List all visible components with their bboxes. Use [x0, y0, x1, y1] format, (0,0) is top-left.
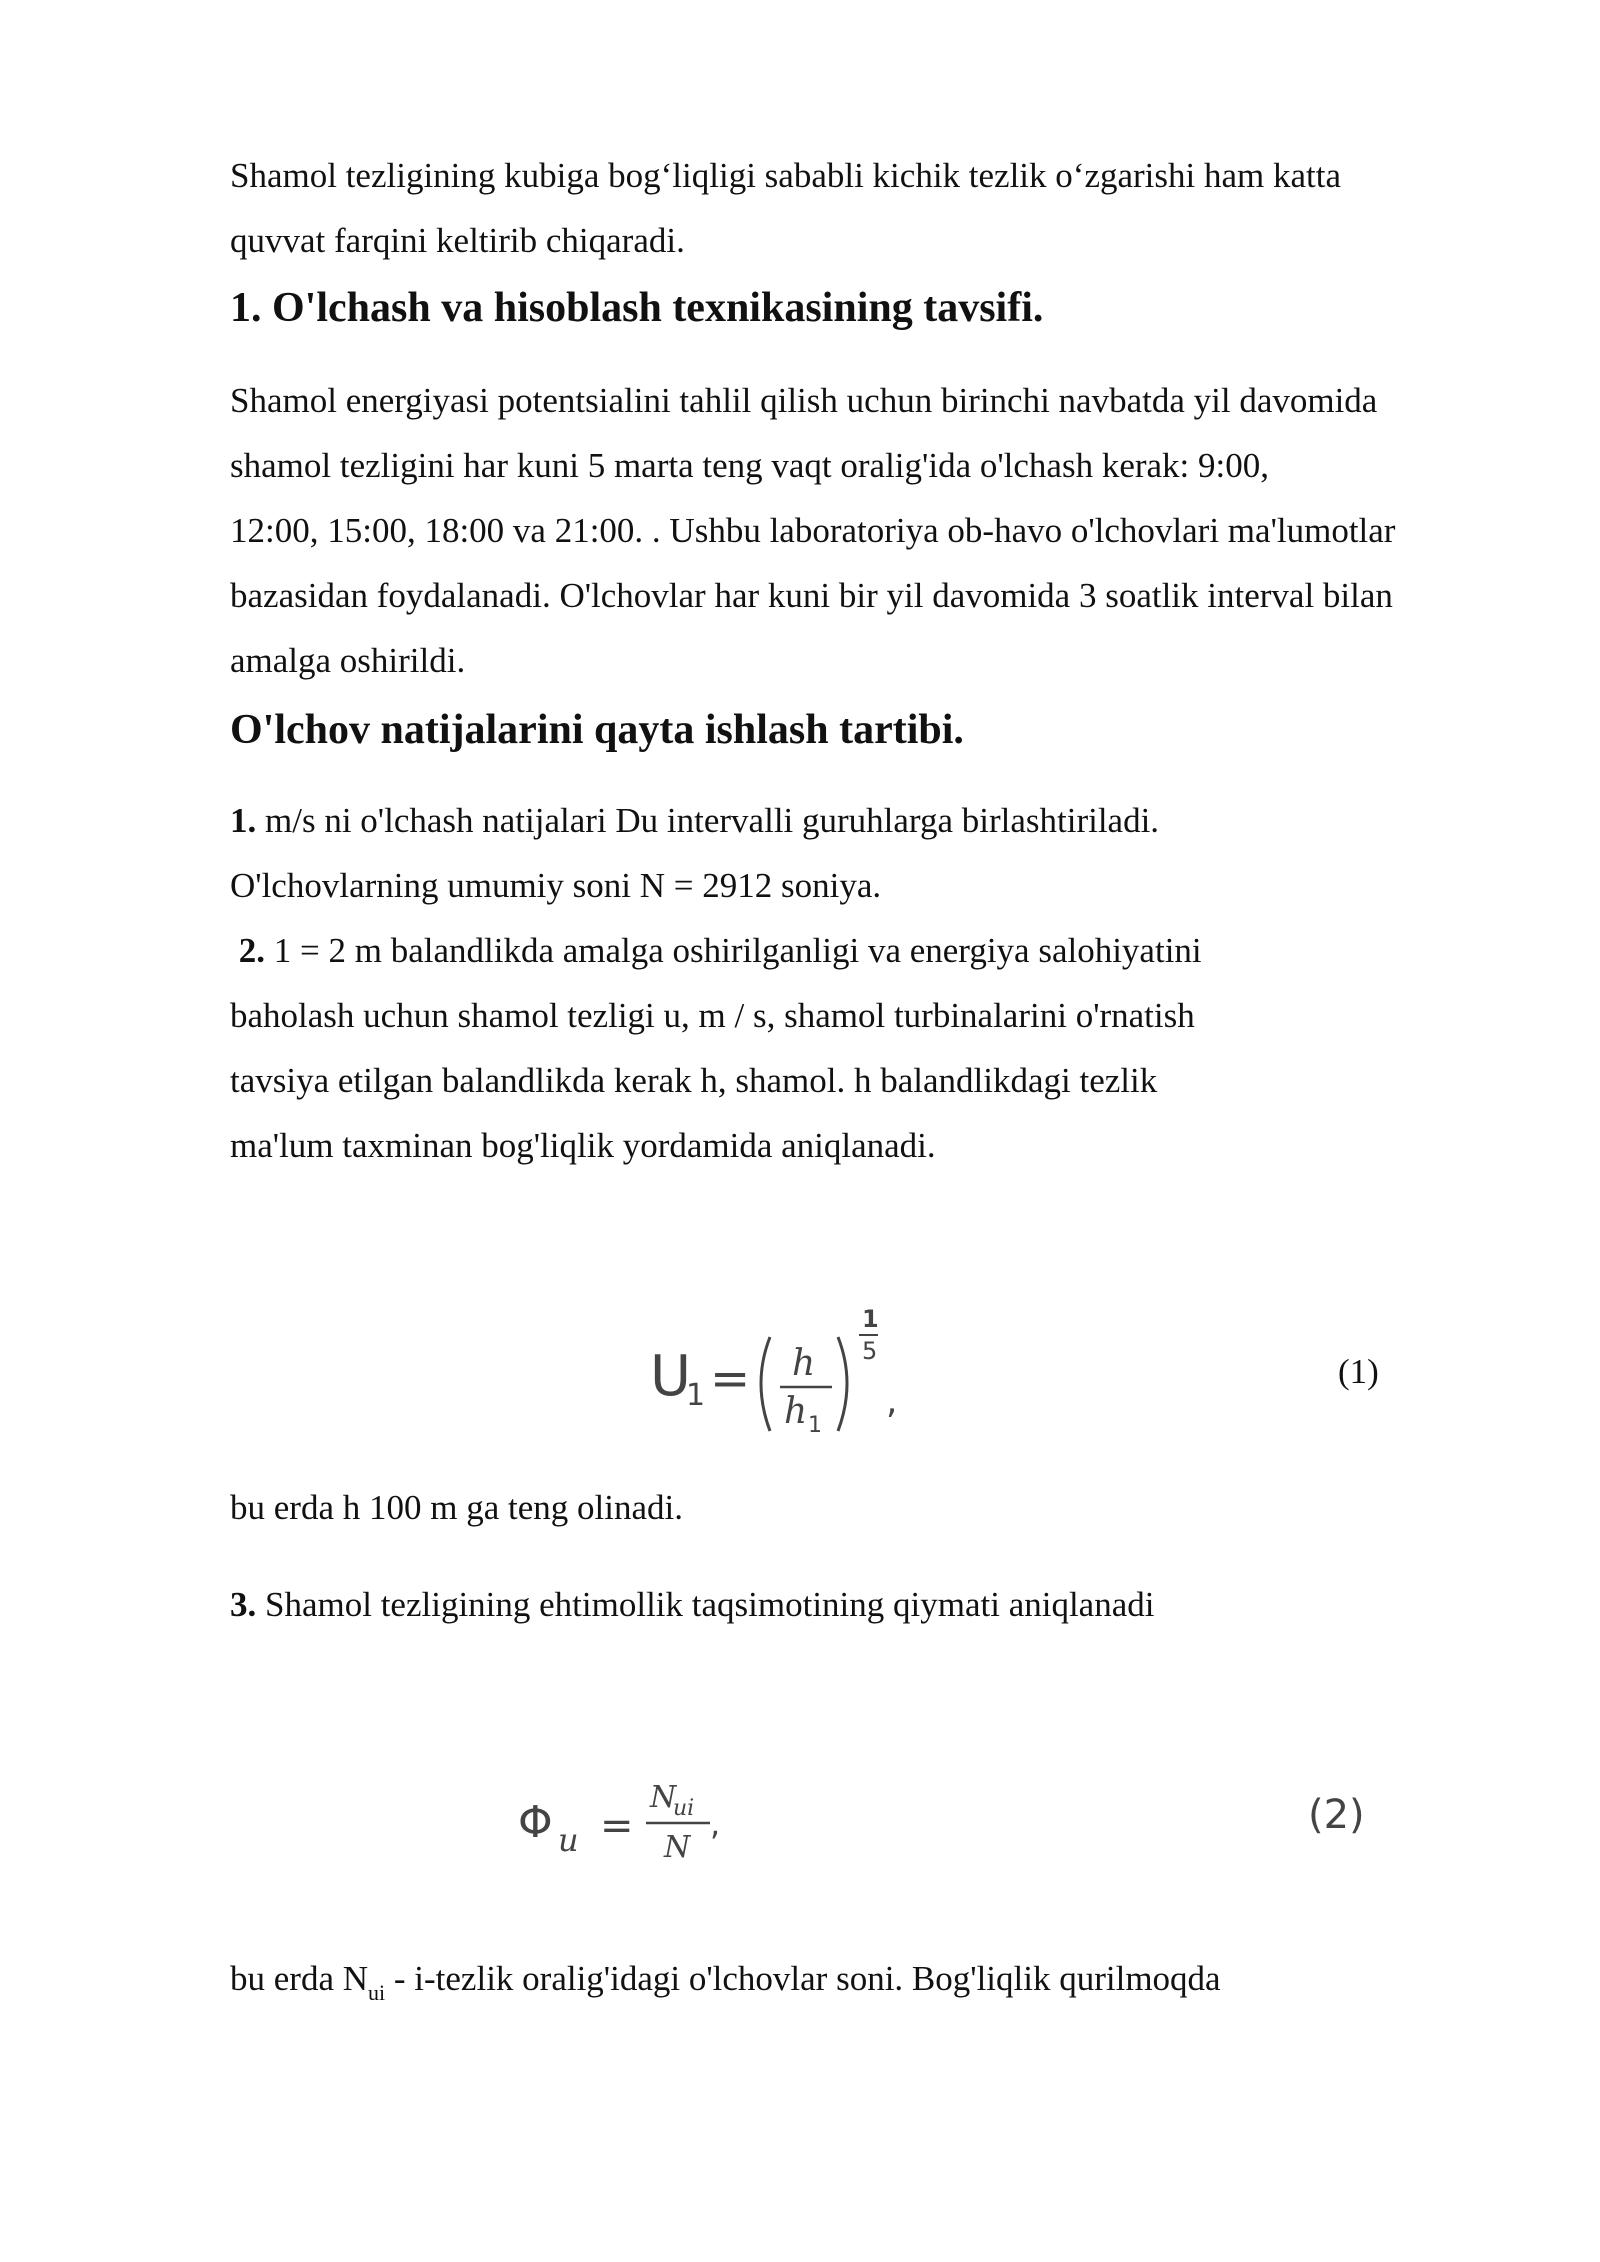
section-1-line-4: bazasidan foydalanadi. O'lchovlar har kuni bir yil davomida 3 soatlik interval bilan — [230, 576, 1393, 615]
item-3-number: 3. — [230, 1585, 257, 1624]
section-1-heading: 1. O'lchash va hisoblash texnikasining tavsifi. — [230, 285, 1044, 331]
formula-2-svg — [510, 1765, 770, 1885]
formula-2-comma: , — [710, 1805, 721, 1843]
item-2-text: 1 = 2 m balandlikda amalga oshirilganligi va energiya salohiyatini — [265, 931, 1202, 970]
item-3-line — [230, 1572, 1154, 1637]
section-1-line-2: shamol tezligini har kuni 5 marta teng vaqt oralig'ida o'lchash kerak: 9:00, — [230, 446, 1269, 485]
item-2-line-3: tavsiya etilgan balandlikda kerak h, shamol. h balandlikdagi tezlik — [230, 1061, 1158, 1100]
item-2-number: 2. — [238, 931, 265, 970]
formula-1-exp-den: 5 — [862, 1337, 878, 1365]
formula-1-denominator-sub: 1 — [808, 1413, 822, 1438]
formula-1-equals: = — [710, 1351, 751, 1407]
item-1-number: 1. — [230, 801, 257, 840]
item-1-text: m/s ni o'lchash natijalari Du intervalli guruhlarga birlashtiriladi. — [256, 801, 1160, 840]
section-1-line-3: 12:00, 15:00, 18:00 va 21:00. . Ushbu laboratoriya ob-havo o'lchovlari ma'lumotlar — [230, 511, 1396, 550]
after-formula-1: bu erda h 100 m ga teng olinadi. — [230, 1488, 683, 1527]
formula-2-equals: = — [600, 1803, 634, 1849]
formula-2-numerator: N — [650, 1780, 677, 1815]
formula-1 — [640, 1295, 940, 1445]
formula-1-comma: , — [886, 1381, 898, 1422]
section-1-line-1: Shamol energiyasi potentsialini tahlil qilish uchun birinchi navbatda yil davomida — [230, 381, 1378, 420]
right-paren-icon — [838, 1337, 847, 1431]
formula-2-numerator-sub: ui — [673, 1796, 695, 1821]
left-paren-icon — [761, 1337, 770, 1431]
last-line — [230, 1946, 1221, 2025]
formula-1-number: (1) — [1338, 1352, 1379, 1391]
formula-1-exp-num: 1 — [862, 1305, 879, 1333]
last-line-post: - i-tezlik oralig'idagi o'lchovlar soni. Bog'liqlik qurilmoqda — [385, 1959, 1221, 1998]
formula-1-svg — [640, 1295, 940, 1445]
formula-2-number: (2) — [1308, 1792, 1365, 1838]
formula-2 — [510, 1765, 770, 1885]
intro-line-1: Shamol tezligining kubiga bog‘liqligi sababli kichik tezlik o‘zgarishi ham katta — [230, 156, 1342, 195]
formula-2-lhs: Φ — [518, 1797, 553, 1848]
formula-1-denominator: h — [784, 1391, 808, 1432]
formula-1-lhs-sub: 1 — [686, 1378, 706, 1413]
formula-1-lhs: U — [650, 1344, 691, 1409]
intro-line-2: quvvat farqini keltirib chiqaradi. — [230, 221, 685, 260]
item-2-line-2: baholash uchun shamol tezligi u, m / s, shamol turbinalarini o'rnatish — [230, 996, 1195, 1035]
item-1-line-2: O'lchovlarning umumiy soni N = 2912 soniya. — [230, 866, 882, 905]
last-line-sub: ui — [368, 1980, 386, 2005]
item-1-line-1 — [230, 788, 1159, 853]
formula-2-denominator: N — [664, 1830, 691, 1865]
formula-1-numerator: h — [792, 1343, 816, 1384]
formula-2-lhs-sub: u — [558, 1821, 579, 1859]
last-line-pre: bu erda N — [230, 1959, 369, 1998]
item-2-line-4: ma'lum taxminan bog'liqlik yordamida aniqlanadi. — [230, 1126, 936, 1165]
section-2-heading: O'lchov natijalarini qayta ishlash tartibi. — [230, 707, 964, 753]
item-3-text: Shamol tezligining ehtimollik taqsimotining qiymati aniqlanadi — [256, 1585, 1155, 1624]
section-1-line-5: amalga oshirildi. — [230, 641, 466, 680]
item-2-line-1 — [230, 918, 1202, 983]
